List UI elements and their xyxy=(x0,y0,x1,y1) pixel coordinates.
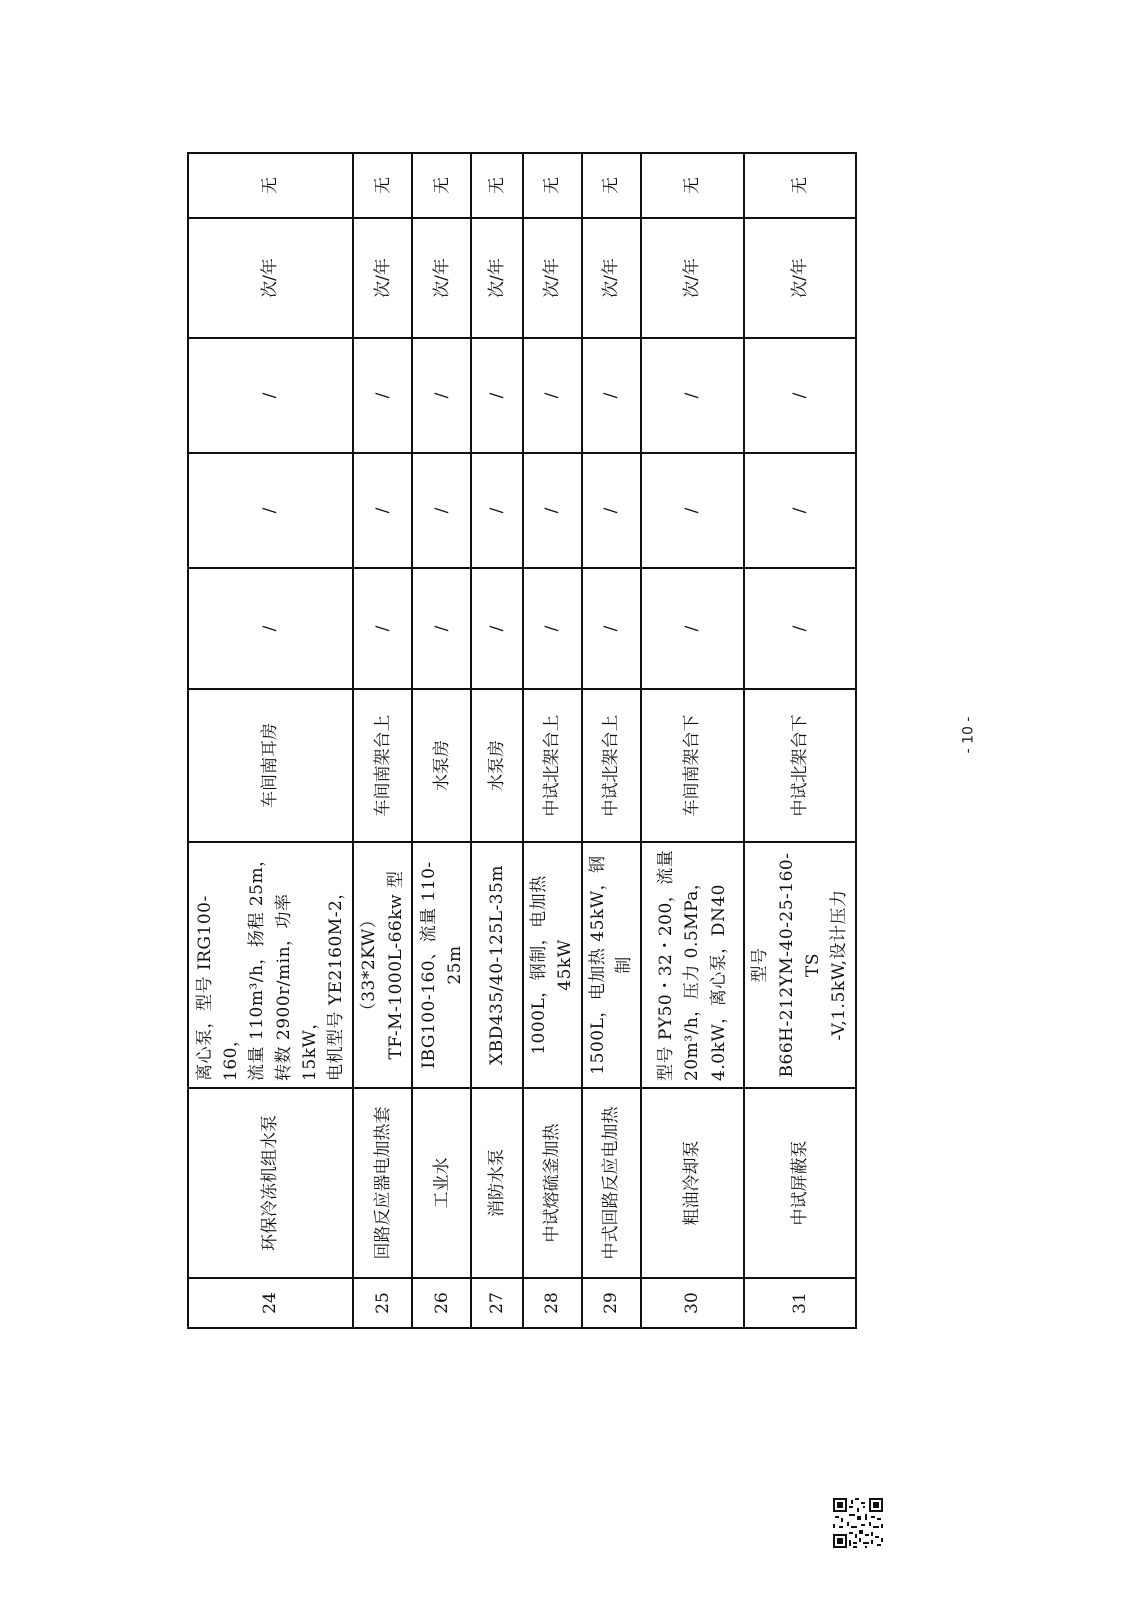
cell-slash: / xyxy=(641,453,744,568)
page-number-text: - 10 - xyxy=(959,716,976,754)
frequency: 次/年 xyxy=(188,218,353,338)
cell-slash: / xyxy=(582,568,641,689)
cell-slash: / xyxy=(353,453,412,568)
frequency: 次/年 xyxy=(582,218,641,338)
location: 中试北架台上 xyxy=(523,689,582,842)
table-row xyxy=(582,153,641,1328)
spec-line: （33*2KW） xyxy=(359,910,380,1020)
remark: 无 xyxy=(471,153,522,218)
frequency: 次/年 xyxy=(471,218,522,338)
row-number: 31 xyxy=(744,1278,856,1328)
remark: 无 xyxy=(641,153,744,218)
qr-code-icon xyxy=(833,1498,883,1548)
spec-line: 流量 110m³/h，扬程 25m， xyxy=(247,849,268,1081)
cell-slash: / xyxy=(582,453,641,568)
spec-line: TF-M-1000L-66kw 型 xyxy=(385,870,406,1060)
table-row xyxy=(471,153,522,1328)
spec-line: 型号 xyxy=(750,947,771,983)
spec-line: B66H-212YM-40-25-160-TS xyxy=(776,852,823,1078)
cell-slash: / xyxy=(471,568,522,689)
equipment-spec xyxy=(582,842,641,1088)
cell-slash: / xyxy=(744,568,856,689)
row-number: 30 xyxy=(641,1278,744,1328)
spec-line: 4.0kW，离心泵，DN40 xyxy=(708,884,729,1081)
frequency: 次/年 xyxy=(353,218,412,338)
spec-line: XBD435/40-125L-35m xyxy=(486,865,507,1066)
cell-slash: / xyxy=(471,338,522,453)
frequency: 次/年 xyxy=(412,218,471,338)
equipment-name: 中试熔硫釜加热 xyxy=(523,1088,582,1278)
cell-slash: / xyxy=(412,338,471,453)
equipment-name: 工业水 xyxy=(412,1088,471,1278)
equipment-spec xyxy=(353,842,412,1088)
row-number: 28 xyxy=(523,1278,582,1328)
spec-line: IBG100-160、流量 110-25m xyxy=(418,861,465,1069)
cell-slash: / xyxy=(582,338,641,453)
rotated-table-wrapper xyxy=(187,154,857,1329)
remark: 无 xyxy=(353,153,412,218)
equipment-spec xyxy=(412,842,471,1088)
row-number: 29 xyxy=(582,1278,641,1328)
equipment-name: 回路反应器电加热套 xyxy=(353,1088,412,1278)
cell-slash: / xyxy=(353,338,412,453)
row-number: 27 xyxy=(471,1278,522,1328)
cell-slash: / xyxy=(523,568,582,689)
spec-line: -V,1.5kW,设计压力 xyxy=(829,889,850,1041)
remark: 无 xyxy=(523,153,582,218)
equipment-name: 中式回路反应电加热 xyxy=(582,1088,641,1278)
frequency: 次/年 xyxy=(523,218,582,338)
cell-slash: / xyxy=(412,568,471,689)
location: 水泵房 xyxy=(471,689,522,842)
equipment-name: 消防水泵 xyxy=(471,1088,522,1278)
remark: 无 xyxy=(582,153,641,218)
equipment-name: 粗油冷却泵 xyxy=(641,1088,744,1278)
spec-line: 20m³/h，压力 0.5MPa， xyxy=(682,872,703,1081)
spec-line: 1000L，钢制，电加热 45kW xyxy=(529,875,576,1055)
page-number xyxy=(948,715,988,755)
spec-line: 转数 2900r/min，功率 15kW， xyxy=(273,893,320,1081)
cell-slash: / xyxy=(744,338,856,453)
spec-line: 1500L，电加热 45kW，钢制 xyxy=(588,855,635,1075)
remark: 无 xyxy=(412,153,471,218)
location: 车间南架台下 xyxy=(641,689,744,842)
frequency: 次/年 xyxy=(641,218,744,338)
remark: 无 xyxy=(744,153,856,218)
equipment-spec xyxy=(188,842,353,1088)
cell-slash: / xyxy=(641,568,744,689)
cell-slash: / xyxy=(188,338,353,453)
remark: 无 xyxy=(188,153,353,218)
equipment-spec xyxy=(641,842,744,1088)
cell-slash: / xyxy=(471,453,522,568)
location: 车间南耳房 xyxy=(188,689,353,842)
frequency: 次/年 xyxy=(744,218,856,338)
table-row xyxy=(412,153,471,1328)
spec-line: 电机型号 YE2160M-2， xyxy=(326,882,347,1081)
location: 中试北架台上 xyxy=(582,689,641,842)
spec-line: 离心泵，型号 IRG100-160， xyxy=(194,895,241,1081)
cell-slash: / xyxy=(188,568,353,689)
cell-slash: / xyxy=(353,568,412,689)
equipment-spec xyxy=(471,842,522,1088)
table-row xyxy=(744,153,856,1328)
cell-slash: / xyxy=(641,338,744,453)
equipment-table xyxy=(187,152,857,1329)
row-number: 26 xyxy=(412,1278,471,1328)
location: 水泵房 xyxy=(412,689,471,842)
cell-slash: / xyxy=(523,453,582,568)
table-row xyxy=(523,153,582,1328)
cell-slash: / xyxy=(744,453,856,568)
row-number: 24 xyxy=(188,1278,353,1328)
cell-slash: / xyxy=(412,453,471,568)
table-body xyxy=(188,153,856,1328)
equipment-spec xyxy=(744,842,856,1088)
table-row xyxy=(188,153,353,1328)
location: 车间南架台上 xyxy=(353,689,412,842)
row-number: 25 xyxy=(353,1278,412,1328)
location: 中试北架台下 xyxy=(744,689,856,842)
table-row xyxy=(353,153,412,1328)
table-row xyxy=(641,153,744,1328)
cell-slash: / xyxy=(523,338,582,453)
spec-line: 型号 PY50・32・200，流量 xyxy=(655,849,676,1081)
cell-slash: / xyxy=(188,453,353,568)
equipment-spec xyxy=(523,842,582,1088)
equipment-name: 环保冷冻机组水泵 xyxy=(188,1088,353,1278)
equipment-name: 中试屏蔽泵 xyxy=(744,1088,856,1278)
